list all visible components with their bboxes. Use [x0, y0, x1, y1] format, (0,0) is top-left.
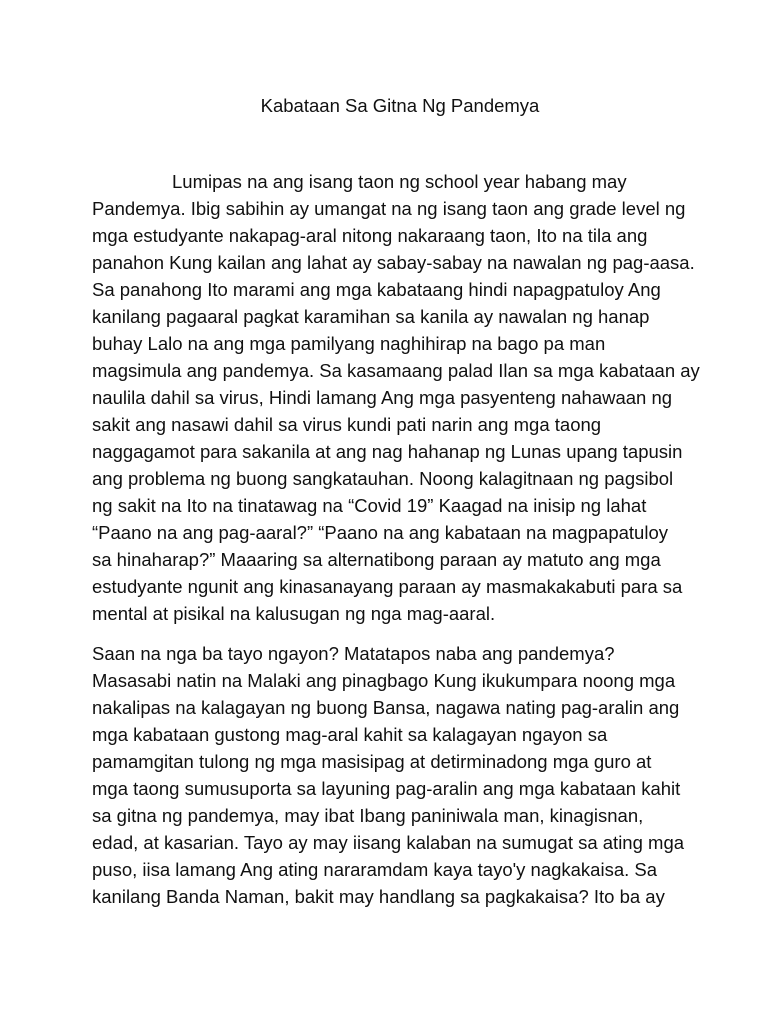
paragraph-line: magsimula ang pandemya. Sa kasamaang palad Ilan sa mga kabataan ay: [92, 360, 700, 381]
paragraph-line: estudyante ngunit ang kinasanayang paraan ay masmakakabuti para sa: [92, 576, 683, 597]
paragraph-line: kanilang pagaaral pagkat karamihan sa kanila ay nawalan ng hanap: [92, 306, 650, 327]
document-title: Kabataan Sa Gitna Ng Pandemya: [260, 95, 540, 116]
paragraph-line: kanilang Banda Naman, bakit may handlang sa pagkakaisa? Ito ba ay: [92, 886, 665, 907]
paragraph-line: puso, iisa lamang Ang ating nararamdam kaya tayo'y nagkakaisa. Sa: [92, 859, 658, 880]
paragraph-line: sa gitna ng pandemya, may ibat Ibang paniniwala man, kinagisnan,: [92, 805, 644, 826]
paragraph-line: mga estudyante nakapag-aral nitong nakaraang taon, Ito na tila ang: [92, 225, 648, 246]
paragraph-line: “Paano na ang pag-aaral?” “Paano na ang kabataan na magpapatuloy: [92, 522, 668, 543]
paragraph-line: naggagamot para sakanila at ang nag hahanap ng Lunas upang tapusin: [92, 441, 683, 462]
paragraph-line: Masasabi natin na Malaki ang pinagbago Kung ikukumpara noong mga: [92, 670, 676, 691]
paragraph-line: sakit ang nasawi dahil sa virus kundi pati narin ang mga taong: [92, 414, 602, 435]
paragraph-line: Sa panahong Ito marami ang mga kabataang hindi napagpatuloy Ang: [92, 279, 661, 300]
paragraph-line: buhay Lalo na ang mga pamilyang naghihirap na bago pa man: [92, 333, 606, 354]
paragraph-line: Lumipas na ang isang taon ng school year habang may: [172, 171, 627, 192]
document-body: [92, 168, 700, 910]
paragraph-line: mga taong sumusuporta sa layuning pag-aralin ang mga kabataan kahit: [92, 778, 681, 799]
paragraph-line: Saan na nga ba tayo ngayon? Matatapos naba ang pandemya?: [92, 643, 615, 664]
paragraph-2: [92, 640, 692, 910]
paragraph-line: mental at pisikal na kalusugan ng nga mag-aaral.: [92, 603, 496, 624]
paragraph-line: pamamgitan tulong ng mga masisipag at detirminadong mga guro at: [92, 751, 652, 772]
paragraph-line: Pandemya. Ibig sabihin ay umangat na ng isang taon ang grade level ng: [92, 198, 686, 219]
paragraph-line: ng sakit na Ito na tinatawag na “Covid 19” Kaagad na inisip ng lahat: [92, 495, 647, 516]
paragraph-line: panahon Kung kailan ang lahat ay sabay-sabay na nawalan ng pag-aasa.: [92, 252, 695, 273]
paragraph-1: [92, 168, 700, 627]
paragraph-line: mga kabataan gustong mag-aral kahit sa kalagayan ngayon sa: [92, 724, 608, 745]
paragraph-line: sa hinaharap?” Maaaring sa alternatibong paraan ay matuto ang mga: [92, 549, 661, 570]
paragraph-line: naulila dahil sa virus, Hindi lamang Ang mga pasyenteng nahawaan ng: [92, 387, 673, 408]
paragraph-line: nakalipas na kalagayan ng buong Bansa, nagawa nating pag-aralin ang: [92, 697, 680, 718]
paragraph-line: ang problema ng buong sangkatauhan. Noong kalagitnaan ng pagsibol: [92, 468, 674, 489]
paragraph-line: edad, at kasarian. Tayo ay may iisang kalaban na sumugat sa ating mga: [92, 832, 685, 853]
paragraph-spacer: [92, 627, 692, 640]
